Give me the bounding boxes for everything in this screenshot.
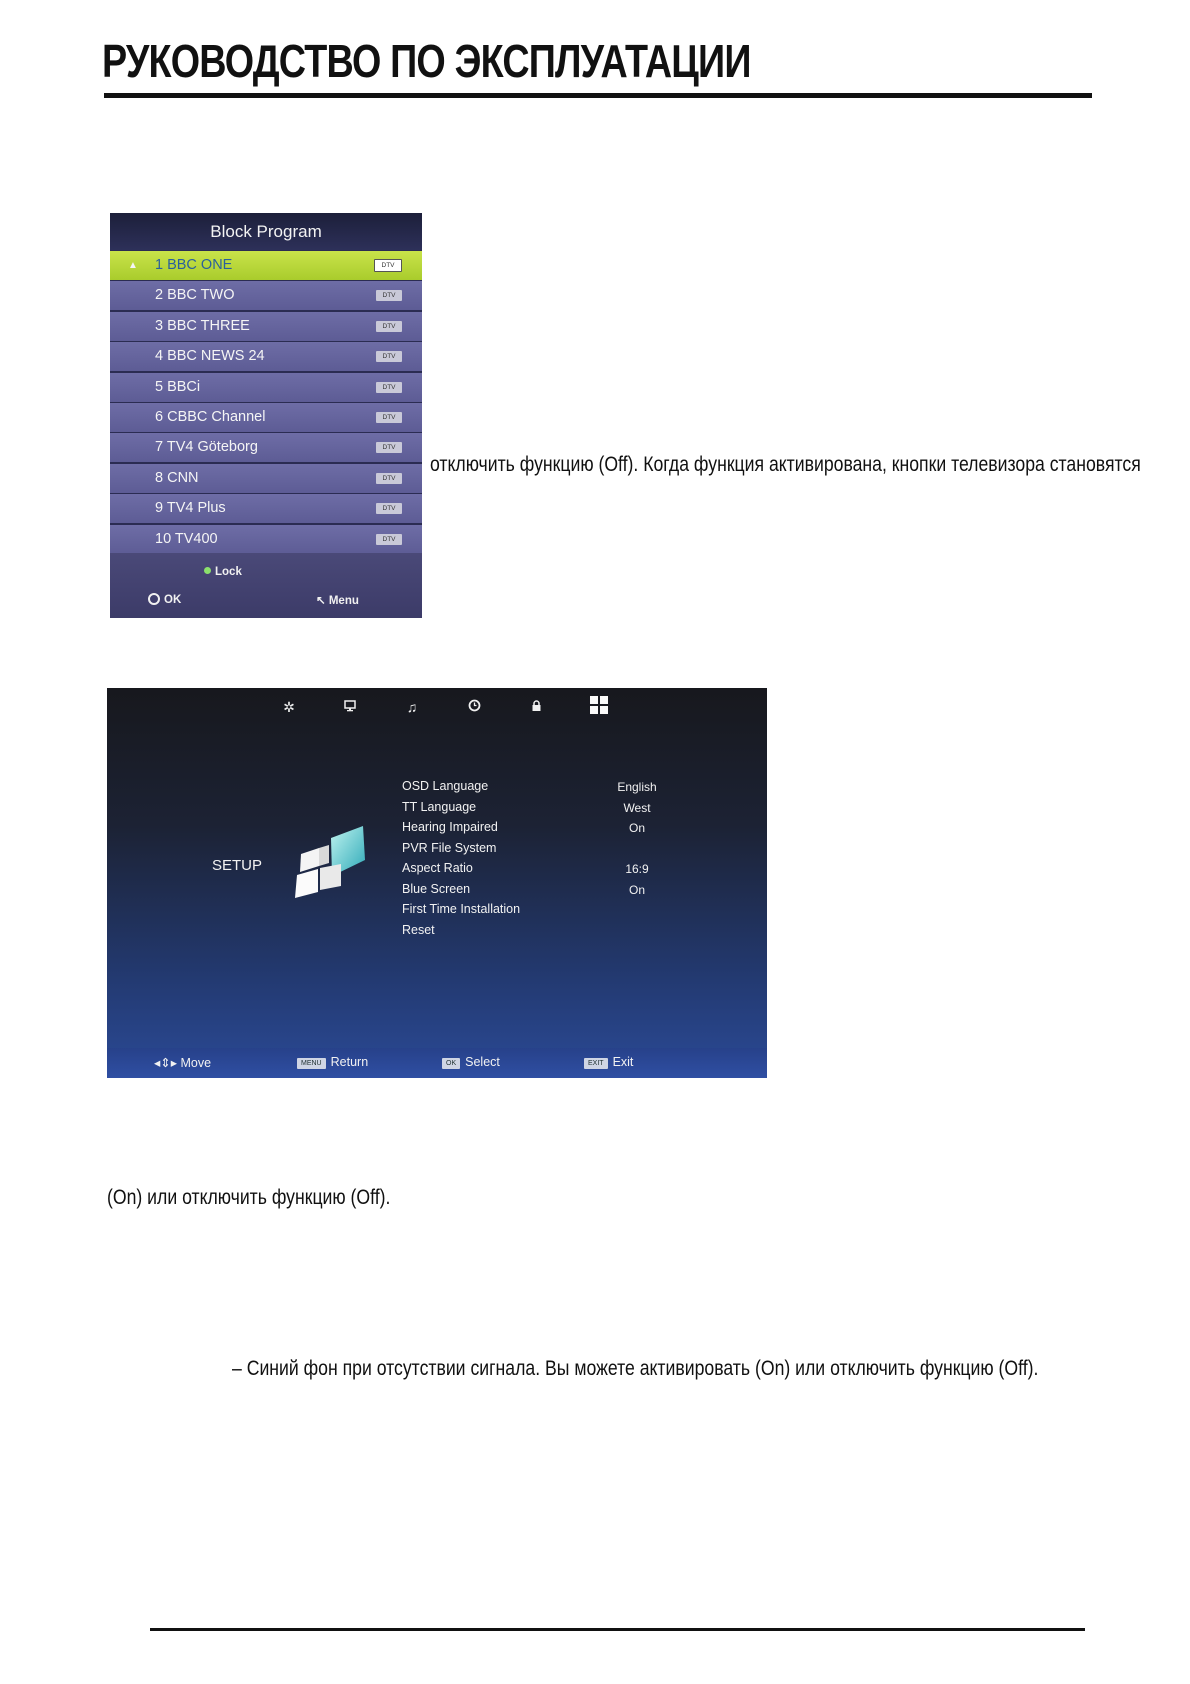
setup-menu-screenshot — [107, 688, 767, 1078]
menu-key-icon: MENU — [297, 1058, 326, 1069]
return-arrow-icon: ↖ — [316, 595, 329, 607]
blue-screen-value: On — [628, 882, 645, 897]
block-program-footer — [110, 553, 422, 618]
channel-row[interactable] — [110, 525, 422, 554]
channel-row[interactable] — [110, 403, 422, 432]
ok-key-icon: OK — [442, 1058, 460, 1069]
dtv-badge: DTV — [376, 412, 402, 423]
channel-label: 7 TV4 Göteborg — [155, 439, 258, 456]
tt-language-value: West — [623, 800, 651, 815]
block-program-screenshot — [110, 213, 422, 618]
grid-icon[interactable] — [588, 696, 610, 718]
exit-hint — [584, 1055, 633, 1069]
up-down-arrows-icon: ▲ — [128, 260, 138, 271]
exit-key-icon: EXIT — [584, 1058, 608, 1069]
dtv-badge: DTV — [376, 534, 402, 545]
pvr-file-system-value — [607, 839, 667, 860]
channel-label: 5 BBCi — [155, 378, 201, 395]
footer-rule — [150, 1628, 1085, 1631]
return-label: Return — [330, 1055, 369, 1069]
page-title: РУКОВОДСТВО ПО ЭКСПЛУАТАЦИИ — [102, 35, 751, 87]
channel-row[interactable] — [110, 433, 422, 462]
dtv-badge: DTV — [376, 351, 402, 362]
channel-label: 9 TV4 Plus — [155, 500, 226, 517]
channel-label: 6 CBBC Channel — [155, 408, 266, 425]
dtv-badge: DTV — [376, 473, 402, 484]
menu-hint — [316, 593, 359, 607]
monitor-icon[interactable] — [339, 696, 361, 718]
lock-hint — [204, 566, 242, 578]
music-icon[interactable]: ♫ — [406, 699, 418, 715]
lock-icon[interactable] — [525, 696, 547, 718]
menu-item-tt-language[interactable]: TT Language — [402, 799, 477, 814]
picture-icon[interactable]: ✲ — [283, 699, 295, 715]
channel-row[interactable] — [110, 281, 422, 310]
channel-list — [110, 251, 422, 555]
dtv-badge: DTV — [376, 503, 402, 514]
osd-language-value: English — [617, 780, 657, 794]
menu-item-reset[interactable]: Reset — [402, 922, 435, 937]
setup-label: SETUP — [212, 857, 263, 874]
exit-label: Exit — [612, 1055, 634, 1069]
dtv-badge: DTV — [376, 442, 402, 453]
channel-row[interactable] — [110, 251, 422, 280]
green-dot-icon — [204, 567, 211, 574]
channel-label: 4 BBC NEWS 24 — [155, 348, 265, 365]
setup-options-list — [402, 776, 520, 940]
aspect-ratio-value: 16:9 — [625, 862, 649, 876]
dtv-badge: DTV — [376, 290, 402, 301]
ok-hint — [148, 593, 181, 606]
paragraph-text: (On) или отключить функцию (Off). — [107, 1186, 391, 1209]
move-hint — [154, 1055, 211, 1070]
setup-tiles-icon — [285, 818, 375, 908]
ok-label: OK — [164, 594, 182, 606]
menu-item-aspect-ratio[interactable]: Aspect Ratio — [402, 861, 473, 875]
menu-item-osd-language[interactable]: OSD Language — [402, 779, 489, 793]
title-rule — [104, 93, 1092, 98]
setup-footer — [107, 1048, 767, 1078]
channel-row[interactable] — [110, 464, 422, 493]
dtv-badge: DTV — [376, 382, 402, 393]
paragraph-text: отключить функцию (Off). Когда функция активирована, кнопки телевизора становятся — [430, 453, 1141, 476]
menu-item-pvr-file-system[interactable]: PVR File System — [402, 840, 497, 855]
paragraph-text: – Синий фон при отсутствии сигнала. Вы можете активировать (On) или отключить функцию (Off). — [232, 1357, 1039, 1380]
channel-label: 3 BBC THREE — [155, 317, 250, 334]
select-hint — [442, 1055, 500, 1069]
menu-item-hearing-impaired[interactable]: Hearing Impaired — [402, 820, 498, 834]
setup-values-list — [607, 777, 667, 900]
channel-label: 2 BBC TWO — [155, 287, 235, 304]
move-arrows-icon: ◂⇕▸ — [154, 1056, 181, 1070]
menu-label: Menu — [328, 595, 359, 607]
hearing-impaired-value: On — [628, 821, 645, 835]
menu-item-first-time-installation[interactable]: First Time Installation — [402, 902, 521, 916]
move-label: Move — [180, 1056, 212, 1070]
menu-tabs — [107, 696, 767, 722]
select-label: Select — [465, 1055, 500, 1069]
dtv-badge: DTV — [376, 321, 402, 332]
channel-row[interactable] — [110, 342, 422, 371]
channel-row[interactable] — [110, 312, 422, 341]
channel-label: 1 BBC ONE — [155, 257, 233, 273]
channel-row[interactable] — [110, 373, 422, 402]
ok-circle-icon — [148, 593, 160, 605]
channel-label: 8 CNN — [155, 469, 199, 486]
channel-label: 10 TV400 — [155, 530, 218, 547]
dtv-badge: DTV — [374, 259, 402, 272]
block-program-title: Block Program — [110, 213, 422, 250]
return-hint — [297, 1055, 368, 1069]
menu-item-blue-screen[interactable]: Blue Screen — [402, 881, 471, 896]
channel-row[interactable] — [110, 494, 422, 523]
lock-label: Lock — [215, 566, 242, 578]
clock-icon[interactable] — [463, 696, 485, 718]
